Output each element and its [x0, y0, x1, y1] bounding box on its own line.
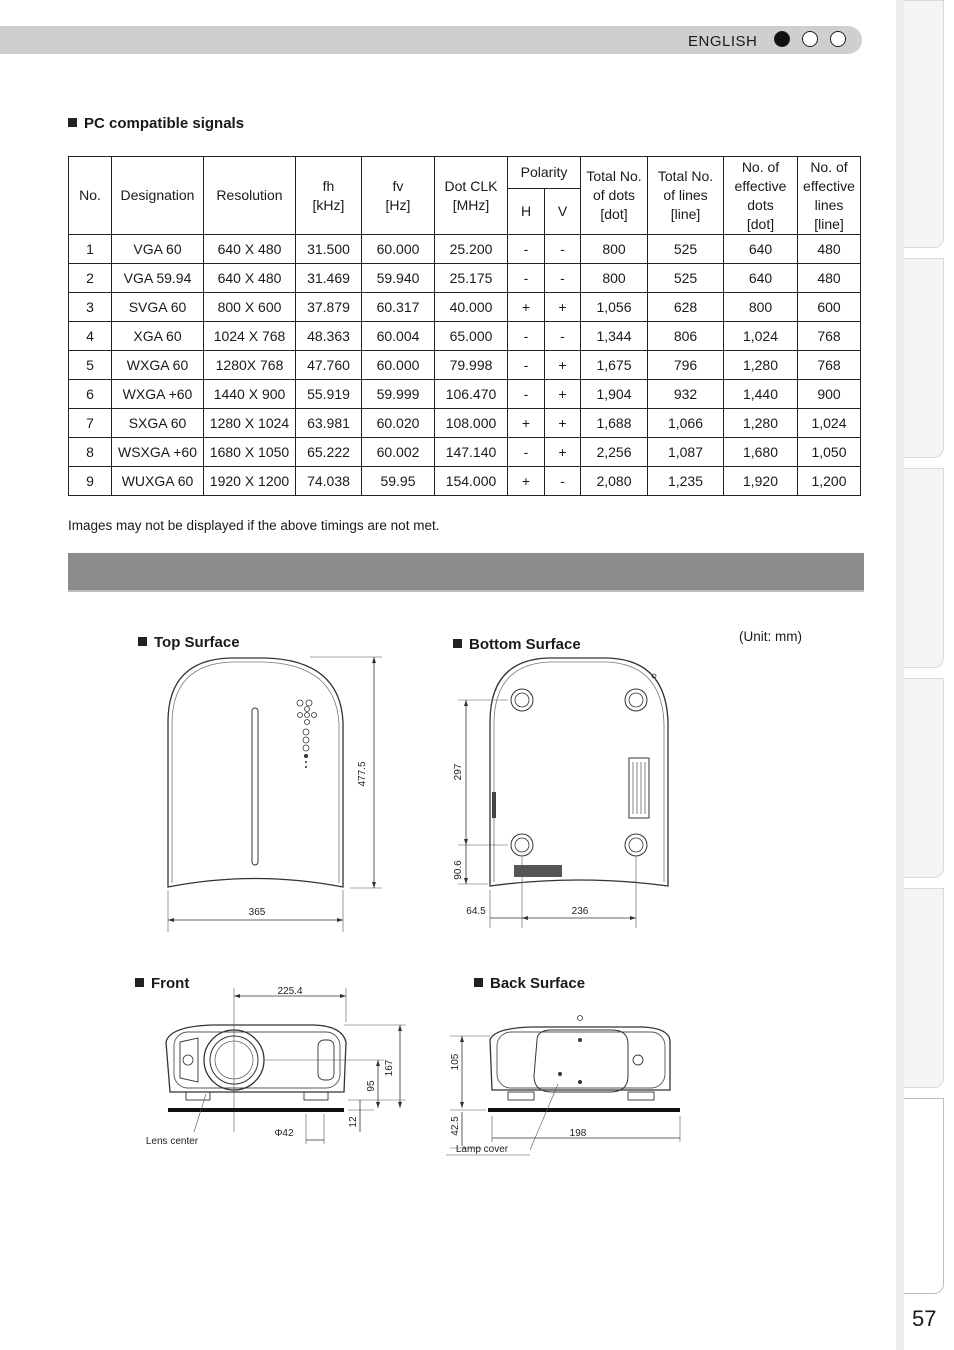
table-cell: 4	[69, 322, 112, 351]
table-cell: 628	[648, 293, 724, 322]
chapter-tab-6[interactable]	[904, 1098, 944, 1294]
table-cell: 1,066	[648, 409, 724, 438]
table-cell: 79.998	[435, 351, 508, 380]
table-cell: -	[508, 351, 545, 380]
unit-label: (Unit: mm)	[739, 629, 802, 644]
col-header-fh: fh [kHz]	[296, 157, 362, 235]
table-cell: 900	[798, 380, 861, 409]
table-cell: 59.999	[362, 380, 435, 409]
table-cell: 1,235	[648, 467, 724, 496]
back-surface-label: Back Surface	[474, 975, 585, 992]
back-width-dim: 198	[569, 1128, 587, 1139]
top-surface-label: Top Surface	[138, 634, 240, 651]
table-cell: 640	[724, 235, 798, 264]
table-cell: 31.469	[296, 264, 362, 293]
table-cell: 1280 X 1024	[204, 409, 296, 438]
table-cell: 800	[581, 235, 648, 264]
table-cell: 25.200	[435, 235, 508, 264]
front-label: Front	[135, 975, 189, 992]
back-foot-height-dim: 42.5	[450, 1116, 461, 1136]
table-cell: -	[508, 235, 545, 264]
table-cell: 8	[69, 438, 112, 467]
table-cell: 48.363	[296, 322, 362, 351]
table-row	[69, 438, 861, 467]
table-cell: SXGA 60	[112, 409, 204, 438]
front-drawing	[134, 982, 414, 1152]
col-header-no: No.	[69, 157, 112, 235]
table-cell: -	[508, 264, 545, 293]
table-row	[69, 322, 861, 351]
table-cell: 1,675	[581, 351, 648, 380]
table-row	[69, 351, 861, 380]
table-cell: 525	[648, 264, 724, 293]
table-cell: 1,920	[724, 467, 798, 496]
table-cell: +	[508, 409, 545, 438]
table-cell: 1,200	[798, 467, 861, 496]
bottom-surface-label: Bottom Surface	[453, 636, 581, 653]
bottom-side-offset-dim: 64.5	[466, 906, 486, 917]
table-row	[69, 409, 861, 438]
chapter-tab-4[interactable]	[904, 678, 944, 878]
table-cell: 2,080	[581, 467, 648, 496]
table-cell: 1,688	[581, 409, 648, 438]
table-cell: 768	[798, 351, 861, 380]
table-cell: 3	[69, 293, 112, 322]
table-row	[69, 293, 861, 322]
table-cell: 800	[581, 264, 648, 293]
table-cell: +	[545, 351, 581, 380]
col-header-effective-dots: No. of effective dots [dot]	[724, 157, 798, 235]
table-cell: SVGA 60	[112, 293, 204, 322]
table-cell: VGA 59.94	[112, 264, 204, 293]
col-header-designation: Designation	[112, 157, 204, 235]
col-header-polarity-h: H	[508, 189, 545, 235]
chapter-tab-5[interactable]	[904, 888, 944, 1088]
pc-signals-table	[68, 156, 861, 496]
step-dot-1	[774, 31, 790, 47]
table-cell: WSXGA +60	[112, 438, 204, 467]
col-header-fv: fv [Hz]	[362, 157, 435, 235]
table-cell: +	[545, 409, 581, 438]
table-cell: 600	[798, 293, 861, 322]
table-cell: 60.000	[362, 235, 435, 264]
table-cell: 480	[798, 264, 861, 293]
chapter-tab-3[interactable]	[904, 468, 944, 668]
pc-signals-heading: PC compatible signals	[68, 115, 244, 132]
table-cell: 74.038	[296, 467, 362, 496]
table-cell: 800 X 600	[204, 293, 296, 322]
table-cell: 800	[724, 293, 798, 322]
table-cell: -	[545, 264, 581, 293]
lens-center-label: Lens center	[145, 1136, 199, 1147]
step-dot-3	[830, 31, 846, 47]
chapter-tab-1[interactable]	[904, 0, 944, 248]
table-cell: -	[545, 322, 581, 351]
table-cell: 1,024	[798, 409, 861, 438]
front-height-dim: 167	[384, 1059, 395, 1077]
table-cell: 1	[69, 235, 112, 264]
table-cell: +	[545, 380, 581, 409]
bottom-foot-width-dim: 236	[571, 906, 589, 917]
bottom-surface-drawing	[448, 652, 688, 932]
table-cell: XGA 60	[112, 322, 204, 351]
table-cell: 7	[69, 409, 112, 438]
table-cell: 640 X 480	[204, 264, 296, 293]
table-cell: VGA 60	[112, 235, 204, 264]
table-cell: 6	[69, 380, 112, 409]
top-depth-dim: 477.5	[357, 761, 368, 787]
table-row	[69, 235, 861, 264]
col-header-dotclk: Dot CLK [MHz]	[435, 157, 508, 235]
table-cell: +	[508, 293, 545, 322]
table-cell: 60.317	[362, 293, 435, 322]
section-title-band	[68, 553, 864, 592]
bottom-front-offset-dim: 90.6	[453, 860, 464, 880]
table-cell: 1,087	[648, 438, 724, 467]
table-cell: 1,056	[581, 293, 648, 322]
table-cell: -	[508, 438, 545, 467]
table-cell: 60.020	[362, 409, 435, 438]
chapter-tab-2[interactable]	[904, 258, 944, 458]
back-surface-drawing	[442, 1000, 692, 1160]
table-cell: 806	[648, 322, 724, 351]
language-label: ENGLISH	[688, 33, 758, 50]
table-cell: 108.000	[435, 409, 508, 438]
table-cell: 932	[648, 380, 724, 409]
table-cell: 1,280	[724, 409, 798, 438]
col-header-resolution: Resolution	[204, 157, 296, 235]
table-cell: 5	[69, 351, 112, 380]
page-number: 57	[912, 1306, 937, 1331]
table-cell: 59.940	[362, 264, 435, 293]
table-cell: 1920 X 1200	[204, 467, 296, 496]
table-row	[69, 380, 861, 409]
col-header-polarity-v: V	[545, 189, 581, 235]
table-cell: -	[508, 380, 545, 409]
table-cell: 1,280	[724, 351, 798, 380]
table-cell: 60.002	[362, 438, 435, 467]
table-cell: 40.000	[435, 293, 508, 322]
table-cell: 60.004	[362, 322, 435, 351]
table-cell: 2,256	[581, 438, 648, 467]
table-cell: +	[545, 293, 581, 322]
top-width-dim: 365	[248, 907, 266, 918]
table-cell: 1,344	[581, 322, 648, 351]
table-cell: 9	[69, 467, 112, 496]
col-header-effective-lines: No. of effective lines [line]	[798, 157, 861, 235]
table-cell: +	[545, 438, 581, 467]
table-cell: 768	[798, 322, 861, 351]
col-header-polarity: Polarity	[508, 157, 581, 189]
table-cell: 65.000	[435, 322, 508, 351]
table-cell: 59.95	[362, 467, 435, 496]
table-cell: -	[508, 322, 545, 351]
front-lens-diameter-dim: Φ42	[274, 1128, 294, 1139]
table-cell: -	[545, 467, 581, 496]
table-row	[69, 467, 861, 496]
table-cell: WXGA +60	[112, 380, 204, 409]
table-cell: 640 X 480	[204, 235, 296, 264]
lamp-cover-label: Lamp cover	[455, 1144, 509, 1155]
table-cell: -	[545, 235, 581, 264]
front-lens-height-dim: 95	[366, 1080, 377, 1092]
table-cell: 106.470	[435, 380, 508, 409]
table-cell: 2	[69, 264, 112, 293]
table-cell: 154.000	[435, 467, 508, 496]
table-row	[69, 264, 861, 293]
bottom-foot-span-dim: 297	[453, 763, 464, 781]
table-cell: 1024 X 768	[204, 322, 296, 351]
table-cell: 1,050	[798, 438, 861, 467]
table-cell: 525	[648, 235, 724, 264]
table-cell: +	[508, 467, 545, 496]
timing-note: Images may not be displayed if the above timings are not met.	[68, 518, 440, 533]
col-header-total-dots: Total No. of dots [dot]	[581, 157, 648, 235]
table-cell: 63.981	[296, 409, 362, 438]
table-cell: 1440 X 900	[204, 380, 296, 409]
table-cell: 480	[798, 235, 861, 264]
back-height-dim: 105	[450, 1053, 461, 1071]
table-cell: 147.140	[435, 438, 508, 467]
step-dot-2	[802, 31, 818, 47]
table-cell: 796	[648, 351, 724, 380]
table-cell: 1,024	[724, 322, 798, 351]
table-cell: WUXGA 60	[112, 467, 204, 496]
table-cell: 1680 X 1050	[204, 438, 296, 467]
table-cell: 640	[724, 264, 798, 293]
table-cell: WXGA 60	[112, 351, 204, 380]
top-surface-drawing	[150, 652, 390, 937]
table-cell: 1,904	[581, 380, 648, 409]
table-cell: 1,680	[724, 438, 798, 467]
table-cell: 60.000	[362, 351, 435, 380]
table-cell: 55.919	[296, 380, 362, 409]
table-cell: 25.175	[435, 264, 508, 293]
col-header-total-lines: Total No. of lines [line]	[648, 157, 724, 235]
table-cell: 1280X 768	[204, 351, 296, 380]
front-foot-height-dim: 12	[348, 1116, 359, 1128]
table-cell: 65.222	[296, 438, 362, 467]
table-cell: 47.760	[296, 351, 362, 380]
table-cell: 37.879	[296, 293, 362, 322]
table-cell: 31.500	[296, 235, 362, 264]
front-lens-offset-dim: 225.4	[277, 986, 303, 997]
table-cell: 1,440	[724, 380, 798, 409]
